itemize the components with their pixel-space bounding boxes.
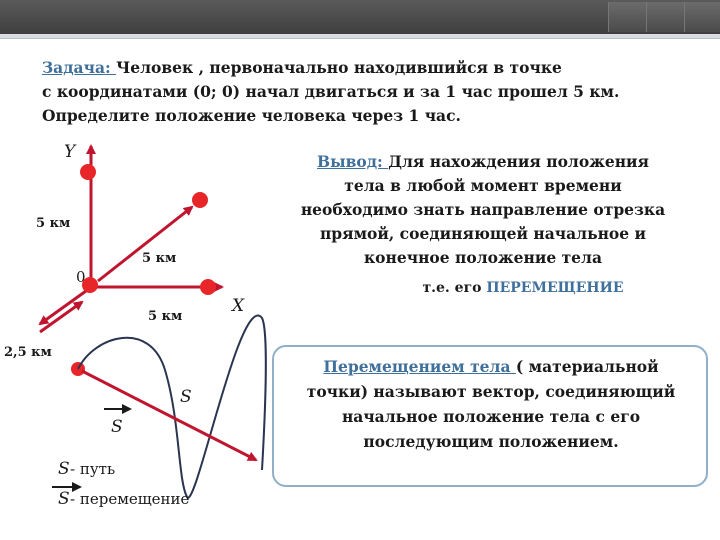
definition-line-3: начальное положение тела с его <box>341 407 641 426</box>
definition-line-2: точки) называют вектор, соединяющий <box>306 382 676 401</box>
task-label: Задача: <box>42 58 117 77</box>
vector-back-1 <box>40 291 86 324</box>
conclusion-line-5: конечное положение тела <box>363 248 603 267</box>
definition-label: Перемещением тела <box>323 357 516 376</box>
point-northeast <box>192 192 208 208</box>
task-line-2: с координатами (0; 0) начал двигаться и за 1 час прошел 5 км. <box>42 82 620 101</box>
legend-path-symbol: S <box>58 459 70 479</box>
conclusion-line-2: тела в любой момент времени <box>344 176 622 195</box>
x-axis-label: X <box>232 296 245 316</box>
origin-label: 0 <box>76 268 86 286</box>
path-symbol: S <box>180 387 192 407</box>
definition-line-4: последующим положением. <box>363 432 619 451</box>
conclusion-line-3: необходимо знать направление отрезка <box>300 200 666 219</box>
definition-line-1: ( материальной <box>515 357 659 376</box>
legend-disp-text: - перемещение <box>70 490 190 508</box>
distance-label-left: 5 км <box>36 216 71 231</box>
vector-back-2 <box>40 302 82 332</box>
displacement-note-accent: ПЕРЕМЕЩЕНИЕ <box>486 280 624 296</box>
point-north <box>80 164 96 180</box>
conclusion-line-1: Для нахождения положения <box>388 152 650 171</box>
task-line-3: Определите положение человека через 1 час. <box>42 106 461 125</box>
conclusion-label: Вывод: <box>316 152 389 171</box>
task-line-1: Человек , первоначально находившийся в точке <box>116 58 562 77</box>
distance-label-diagonal: 5 км <box>142 251 177 266</box>
y-axis-label: Y <box>64 142 76 162</box>
legend-disp-symbol: S <box>58 489 70 509</box>
distance-label-back: 2,5 км <box>4 345 52 360</box>
displacement-symbol: S <box>111 417 123 437</box>
displacement-note-prefix: т.е. его <box>422 280 487 296</box>
legend-path-text: - путь <box>70 460 116 478</box>
vector-diagonal <box>98 207 192 281</box>
distance-label-bottom: 5 км <box>148 309 183 324</box>
point-east <box>200 279 216 295</box>
conclusion-line-4: прямой, соединяющей начальное и <box>319 224 647 243</box>
